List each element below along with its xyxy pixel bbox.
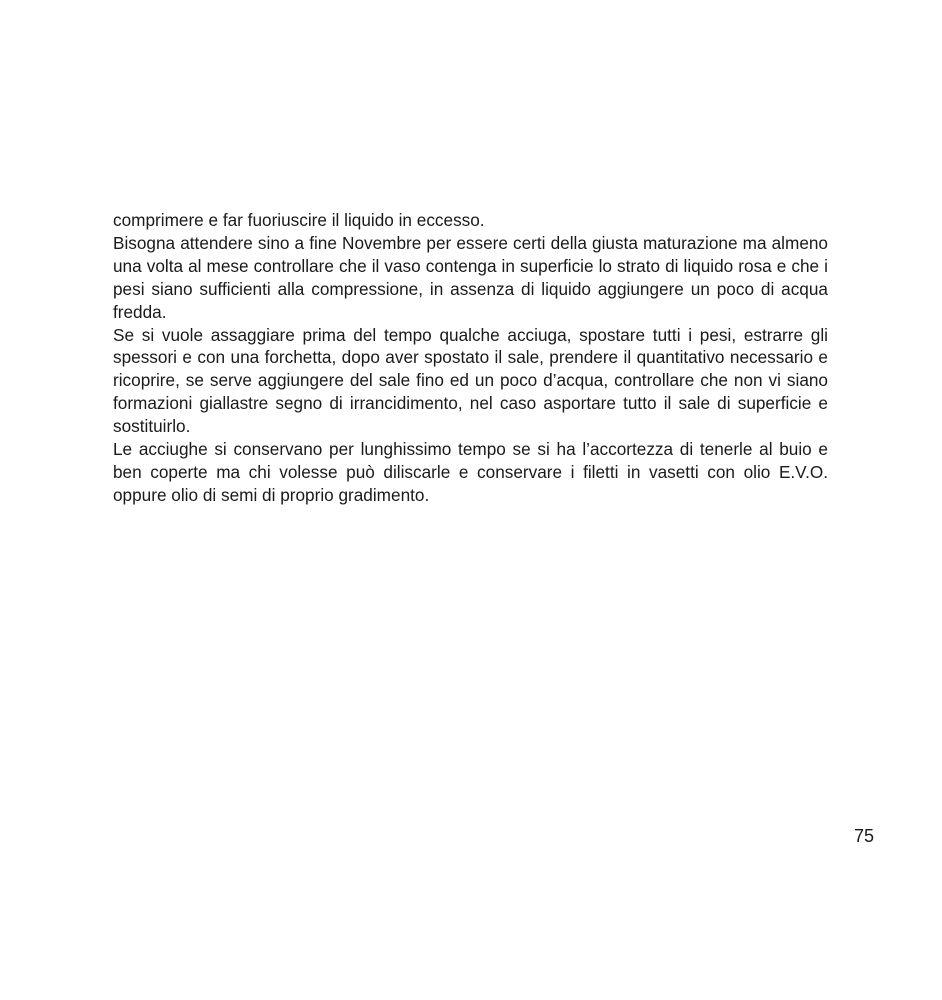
- paragraph-1: comprimere e far fuoriuscire il liquido in eccesso.: [113, 210, 485, 230]
- page-body-text: [113, 209, 828, 507]
- paragraph-4: Le acciughe si conservano per lunghissimo tempo se si ha l’accortezza di tenerle al buio e ben coperte ma chi volesse può diliscarle e conservare i filetti in vasetti con olio E.V.O. oppure olio di semi di proprio gradimento.: [113, 439, 828, 505]
- paragraph-3: Se si vuole assaggiare prima del tempo qualche acciuga, spostare tutti i pesi, estrarre gli spessori e con una forchetta, dopo aver spostato il sale, prendere il quantitativo necessario e ricoprire, se serve aggiungere del sale fino ed un poco d’acqua, controllare che non vi siano formazioni giallastre segno di irrancidimento, nel caso asportare tutto il sale di superficie e sostituirlo.: [113, 324, 828, 437]
- page-number: 75: [853, 826, 874, 846]
- paragraph-2: Bisogna attendere sino a fine Novembre per essere certi della giusta maturazione ma almeno una volta al mese controllare che il vaso contenga in superficie lo strato di liquido rosa e che i pesi siano sufficienti alla compressione, in assenza di liquido aggiungere un poco di acqua fredda.: [113, 232, 828, 322]
